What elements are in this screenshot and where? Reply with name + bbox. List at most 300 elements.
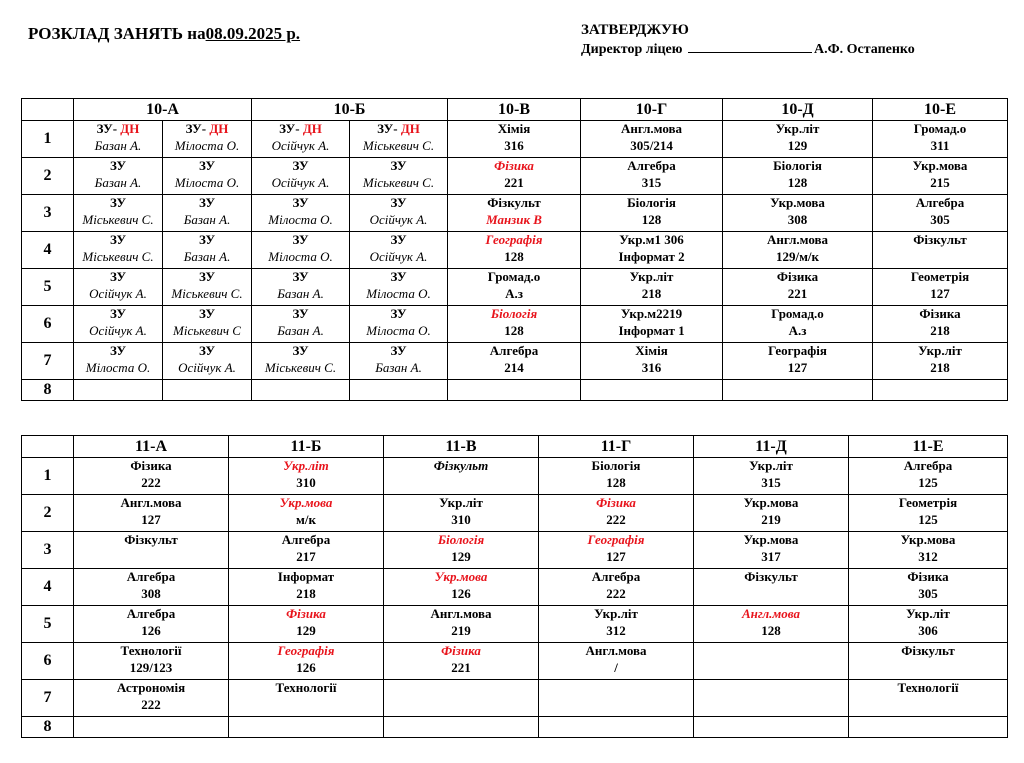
subject-name: ЗУ (390, 232, 407, 247)
subject-name: ЗУ (198, 195, 216, 210)
schedule-cell (539, 495, 694, 532)
lesson-row (22, 532, 1008, 569)
room-number: 214 (504, 359, 524, 375)
subject-line (252, 195, 349, 212)
class-header: 11-Е (849, 436, 1008, 458)
schedule-cell (163, 158, 252, 195)
schedule-cell (163, 380, 252, 401)
subject-name: Біологія (591, 458, 641, 473)
subject-line (849, 458, 1007, 475)
room-number: А.з (788, 322, 807, 338)
subject-line (581, 343, 722, 360)
schedule-cell (74, 569, 229, 606)
schedule-cell (350, 121, 448, 158)
subject-name: Технології (275, 680, 337, 695)
schedule-cell (723, 343, 873, 380)
schedule-cell (252, 121, 350, 158)
schedule-cell (229, 680, 384, 717)
director-name: А.Ф. Остапенко (813, 42, 915, 57)
room-number: А.з (505, 285, 523, 301)
schedule-cell (849, 458, 1008, 495)
class-header-row (22, 99, 1008, 121)
room-number: 222 (606, 585, 626, 601)
teacher-name: Осійчук А. (369, 211, 428, 227)
corner-cell (22, 436, 74, 458)
class-header: 11-В (384, 436, 539, 458)
subject-name: ЗУ (198, 343, 216, 358)
lesson-number: 8 (22, 380, 74, 401)
schedule-cell (448, 232, 581, 269)
subject-line (350, 343, 447, 360)
subject-name: Фізкульт (901, 643, 955, 658)
teacher-name: Мілоста О. (174, 174, 240, 190)
subject-line (163, 269, 251, 286)
schedule-cell (581, 121, 723, 158)
schedule-cell (694, 458, 849, 495)
subject-name: Географія (768, 343, 827, 358)
subject-name: Фізика (130, 458, 172, 473)
schedule-cell (229, 717, 384, 738)
room-number: 215 (930, 174, 950, 190)
schedule-cell (694, 495, 849, 532)
subject-name: Хімія (497, 121, 531, 136)
schedule-cell (694, 569, 849, 606)
teacher-name: Осійчук А. (369, 248, 428, 264)
subject-name: Укр.мова (912, 158, 968, 173)
schedule-cell (694, 606, 849, 643)
schedule-cell (539, 532, 694, 569)
lesson-row (22, 195, 1008, 232)
class-header: 11-Д (694, 436, 849, 458)
room-number: 310 (451, 511, 471, 527)
schedule-cell (350, 306, 448, 343)
lesson-row (22, 380, 1008, 401)
teacher-name: Мілоста О. (85, 359, 151, 375)
teacher-name: Мілоста О. (366, 322, 431, 338)
schedule-cell (350, 232, 448, 269)
subject-name: ЗУ- (377, 121, 401, 136)
schedule-cell (252, 269, 350, 306)
room-number: 218 (296, 585, 316, 601)
schedule-cell (723, 195, 873, 232)
room-number: 315 (641, 174, 662, 190)
teacher-name: Осійчук А. (271, 174, 330, 190)
room-number: 218 (930, 322, 950, 338)
room-number: Інформат 2 (618, 248, 685, 264)
subject-line (74, 458, 228, 475)
subject-line (384, 606, 538, 623)
lesson-number: 7 (22, 680, 74, 717)
subject-line (581, 195, 722, 212)
subject-line (229, 680, 383, 697)
schedule-cell (229, 569, 384, 606)
teacher-name: Мілоста О. (366, 285, 431, 301)
subject-name-highlighted: Географія (587, 532, 645, 547)
subject-name: Громад.о (771, 306, 824, 321)
subject-name: Фізика (776, 269, 819, 284)
subject-name: Фізкульт (744, 569, 798, 584)
teacher-name: Мілоста О. (174, 137, 240, 153)
subject-name: ЗУ (198, 232, 216, 247)
schedule-cell (229, 606, 384, 643)
teacher-name: Осійчук А. (271, 137, 330, 153)
class-header: 10-Д (723, 99, 873, 121)
schedule-cell (539, 680, 694, 717)
subject-name: ЗУ (109, 158, 127, 173)
teacher-name: Базан А. (183, 248, 231, 264)
schedule-cell (723, 380, 873, 401)
subject-line (723, 195, 872, 212)
approve-label: ЗАТВЕРДЖУЮ (581, 22, 689, 38)
class-header: 10-А (74, 99, 252, 121)
subject-name: ЗУ (292, 195, 309, 210)
subject-name-highlighted: Фізика (596, 495, 636, 510)
room-number: 312 (918, 548, 938, 564)
subject-name: ЗУ (390, 158, 407, 173)
approval-block (581, 20, 915, 60)
subject-line (723, 269, 872, 286)
room-number: 218 (930, 359, 950, 375)
teacher-name: Базан А. (277, 322, 324, 338)
room-number: 126 (141, 622, 161, 638)
subject-name: ЗУ (292, 343, 309, 358)
lesson-number: 1 (22, 121, 74, 158)
subject-line (74, 158, 162, 175)
subject-line (448, 269, 580, 286)
room-number: 219 (761, 511, 781, 527)
subject-line (252, 343, 349, 360)
subject-name: Фізкульт (433, 458, 489, 473)
subject-line (723, 343, 872, 360)
teacher-name: Мілоста О. (268, 248, 333, 264)
schedule-cell (581, 306, 723, 343)
schedule-cell (229, 643, 384, 680)
subject-name: Фізкульт (124, 532, 178, 547)
subject-name: ЗУ (198, 269, 216, 284)
teacher-name: Міськевич С. (264, 359, 337, 375)
lesson-row (22, 121, 1008, 158)
subject-line (74, 495, 228, 512)
room-number: 127 (930, 285, 950, 301)
lesson-number: 4 (22, 569, 74, 606)
room-number: 129 (787, 137, 808, 153)
lesson-row (22, 458, 1008, 495)
room-number: 218 (641, 285, 662, 301)
subject-name: Укр.мова (743, 532, 799, 547)
subject-name: Англ.мова (120, 495, 182, 510)
subject-name: ЗУ (109, 269, 127, 284)
lesson-row (22, 158, 1008, 195)
subject-line (581, 306, 722, 323)
room-number: 128 (504, 248, 524, 264)
signature-line (688, 40, 812, 53)
subject-line (581, 232, 722, 249)
subject-name: ЗУ (198, 158, 216, 173)
schedule-cell (163, 306, 252, 343)
class-header: 11-Г (539, 436, 694, 458)
room-number: 128 (787, 174, 808, 190)
subject-line (581, 121, 722, 138)
room-number: 127 (787, 359, 808, 375)
subject-marker: ДН (120, 121, 140, 136)
schedule-cell (873, 269, 1008, 306)
room-number: 306 (918, 622, 938, 638)
subject-line (74, 643, 228, 660)
room-number: 128 (641, 211, 662, 227)
room-number: 311 (930, 137, 950, 153)
subject-name-highlighted: Укр.літ (283, 458, 329, 473)
schedule-cell (74, 121, 163, 158)
subject-name: Алгебра (126, 606, 176, 621)
lesson-row (22, 643, 1008, 680)
subject-name-highlighted: Укр.мова (279, 495, 333, 510)
subject-name: Технології (897, 680, 959, 695)
schedule-cell (581, 343, 723, 380)
room-number: 129 (451, 548, 471, 564)
room-number: 312 (606, 622, 626, 638)
schedule-cell (163, 343, 252, 380)
teacher-name: Базан А. (94, 137, 142, 153)
subject-name: Фізика (907, 569, 949, 584)
room-number: 217 (296, 548, 316, 564)
class-header-row (22, 436, 1008, 458)
subject-line (873, 232, 1007, 249)
subject-line (350, 232, 447, 249)
room-number: 129/м/к (775, 248, 820, 264)
subject-line (448, 343, 580, 360)
lesson-row (22, 569, 1008, 606)
subject-name-highlighted: Фізика (286, 606, 326, 621)
subject-line (252, 121, 349, 138)
subject-line (74, 121, 162, 138)
subject-name: Біологія (627, 195, 676, 210)
subject-name: Укр.літ (629, 269, 674, 284)
subject-line (229, 569, 383, 586)
schedule-cell (581, 269, 723, 306)
subject-name: ЗУ- (279, 121, 303, 136)
schedule-cell (723, 232, 873, 269)
subject-name: Укр.літ (775, 121, 820, 136)
room-number: 219 (451, 622, 471, 638)
lesson-number: 2 (22, 495, 74, 532)
grade-10-schedule-table (21, 98, 1008, 401)
schedule-cell (723, 158, 873, 195)
schedule-cell (849, 495, 1008, 532)
subject-name: Технології (120, 643, 182, 658)
lesson-number: 4 (22, 232, 74, 269)
schedule-cell (74, 158, 163, 195)
subject-name-highlighted: Географія (277, 643, 335, 658)
room-number: 125 (918, 511, 938, 527)
schedule-cell (849, 680, 1008, 717)
schedule-cell (581, 158, 723, 195)
lesson-number: 2 (22, 158, 74, 195)
lesson-row (22, 606, 1008, 643)
subject-line (74, 306, 162, 323)
subject-line (723, 121, 872, 138)
subject-line (849, 532, 1007, 549)
subject-line (694, 569, 848, 586)
subject-line (448, 121, 580, 138)
schedule-cell (849, 606, 1008, 643)
subject-name: ЗУ (109, 306, 127, 321)
teacher-name: Базан А. (94, 174, 142, 190)
subject-line (849, 680, 1007, 697)
schedule-cell (74, 232, 163, 269)
subject-name: Англ.мова (766, 232, 829, 247)
class-header: 10-Г (581, 99, 723, 121)
subject-name: Алгебра (126, 569, 176, 584)
subject-line (448, 195, 580, 212)
subject-line (723, 306, 872, 323)
class-header: 10-Е (873, 99, 1008, 121)
teacher-name: Міськевич С (173, 322, 241, 338)
schedule-cell (74, 643, 229, 680)
room-number: 128 (504, 322, 524, 338)
subject-name-highlighted: Укр.мова (434, 569, 488, 584)
room-number: 317 (761, 548, 781, 564)
room-number: 126 (451, 585, 471, 601)
subject-name: Алгебра (915, 195, 965, 210)
subject-name: ЗУ (390, 343, 407, 358)
schedule-cell (849, 532, 1008, 569)
schedule-cell (448, 121, 581, 158)
schedule-cell (74, 195, 163, 232)
schedule-cell (252, 232, 350, 269)
schedule-cell (873, 343, 1008, 380)
subject-line (849, 643, 1007, 660)
room-number: 316 (504, 137, 524, 153)
schedule-cell (849, 643, 1008, 680)
room-number: 305/214 (630, 137, 673, 153)
subject-name: Укр.мова (743, 495, 799, 510)
subject-name: Хімія (635, 343, 668, 358)
schedule-cell (163, 232, 252, 269)
subject-name: Англ.мова (620, 121, 683, 136)
schedule-cell (448, 380, 581, 401)
schedule-cell (384, 606, 539, 643)
subject-name-highlighted: Англ.мова (741, 606, 801, 621)
subject-name: Укр.літ (918, 343, 962, 358)
schedule-cell (581, 195, 723, 232)
lesson-row (22, 306, 1008, 343)
schedule-cell (384, 717, 539, 738)
subject-line (849, 495, 1007, 512)
teacher-name: Міськевич С. (171, 285, 243, 301)
subject-line (252, 306, 349, 323)
subject-line (873, 158, 1007, 175)
schedule-cell (350, 343, 448, 380)
subject-name: Англ.мова (430, 606, 492, 621)
subject-line (163, 158, 251, 175)
schedule-cell (229, 495, 384, 532)
subject-line (252, 232, 349, 249)
subject-line (74, 343, 162, 360)
subject-name: ЗУ (109, 343, 127, 358)
subject-name: ЗУ (292, 306, 309, 321)
subject-line (74, 569, 228, 586)
class-header: 11-Б (229, 436, 384, 458)
subject-line (849, 606, 1007, 623)
subject-name: Інформат (277, 569, 335, 584)
schedule-cell (252, 195, 350, 232)
schedule-cell (539, 569, 694, 606)
subject-name: Фізика (919, 306, 961, 321)
schedule-cell (873, 195, 1008, 232)
room-number: / (614, 659, 618, 675)
lesson-number: 3 (22, 195, 74, 232)
schedule-cell (384, 643, 539, 680)
schedule-cell (694, 643, 849, 680)
subject-name: ЗУ- (96, 121, 121, 136)
director-label: Директор ліцею (581, 42, 683, 57)
subject-name: ЗУ (292, 232, 309, 247)
subject-name: ЗУ (292, 158, 309, 173)
subject-line (384, 495, 538, 512)
schedule-cell (384, 495, 539, 532)
lesson-number: 8 (22, 717, 74, 738)
room-number: 310 (296, 474, 316, 490)
title-text: РОЗКЛАД ЗАНЯТЬ на (28, 24, 206, 43)
lesson-number: 7 (22, 343, 74, 380)
subject-line (849, 569, 1007, 586)
subject-line (163, 121, 251, 138)
subject-line (252, 158, 349, 175)
room-number: 125 (918, 474, 938, 490)
subject-line (694, 495, 848, 512)
subject-name: ЗУ- (185, 121, 210, 136)
subject-name: ЗУ (292, 269, 309, 284)
schedule-cell (229, 532, 384, 569)
schedule-cell (74, 458, 229, 495)
schedule-cell (74, 532, 229, 569)
room-number: 129/123 (129, 659, 173, 675)
schedule-cell (873, 158, 1008, 195)
schedule-cell (873, 380, 1008, 401)
schedule-cell (163, 195, 252, 232)
subject-line (229, 532, 383, 549)
schedule-cell (74, 606, 229, 643)
room-number: 129 (296, 622, 316, 638)
schedule-cell (448, 306, 581, 343)
schedule-cell (849, 569, 1008, 606)
schedule-cell (539, 717, 694, 738)
subject-name: ЗУ (109, 232, 127, 247)
subject-line (74, 195, 162, 212)
subject-line (350, 121, 447, 138)
corner-cell (22, 99, 74, 121)
subject-name: Укр.м1 306 (619, 232, 684, 247)
class-header: 10-В (448, 99, 581, 121)
schedule-cell (448, 195, 581, 232)
room-number: 315 (761, 474, 781, 490)
schedule-cell (448, 343, 581, 380)
room-number: 128 (606, 474, 626, 490)
schedule-cell (74, 717, 229, 738)
subject-marker: ДН (209, 121, 229, 136)
subject-name: Укр.літ (594, 606, 638, 621)
subject-name: ЗУ (109, 195, 127, 210)
subject-line (163, 343, 251, 360)
schedule-date: 08.09.2025 р. (205, 24, 301, 43)
schedule-cell (350, 158, 448, 195)
subject-line (581, 269, 722, 286)
class-header: 10-Б (252, 99, 448, 121)
subject-name-highlighted: Фізика (441, 643, 481, 658)
schedule-cell (384, 569, 539, 606)
schedule-cell (539, 643, 694, 680)
subject-line (873, 343, 1007, 360)
